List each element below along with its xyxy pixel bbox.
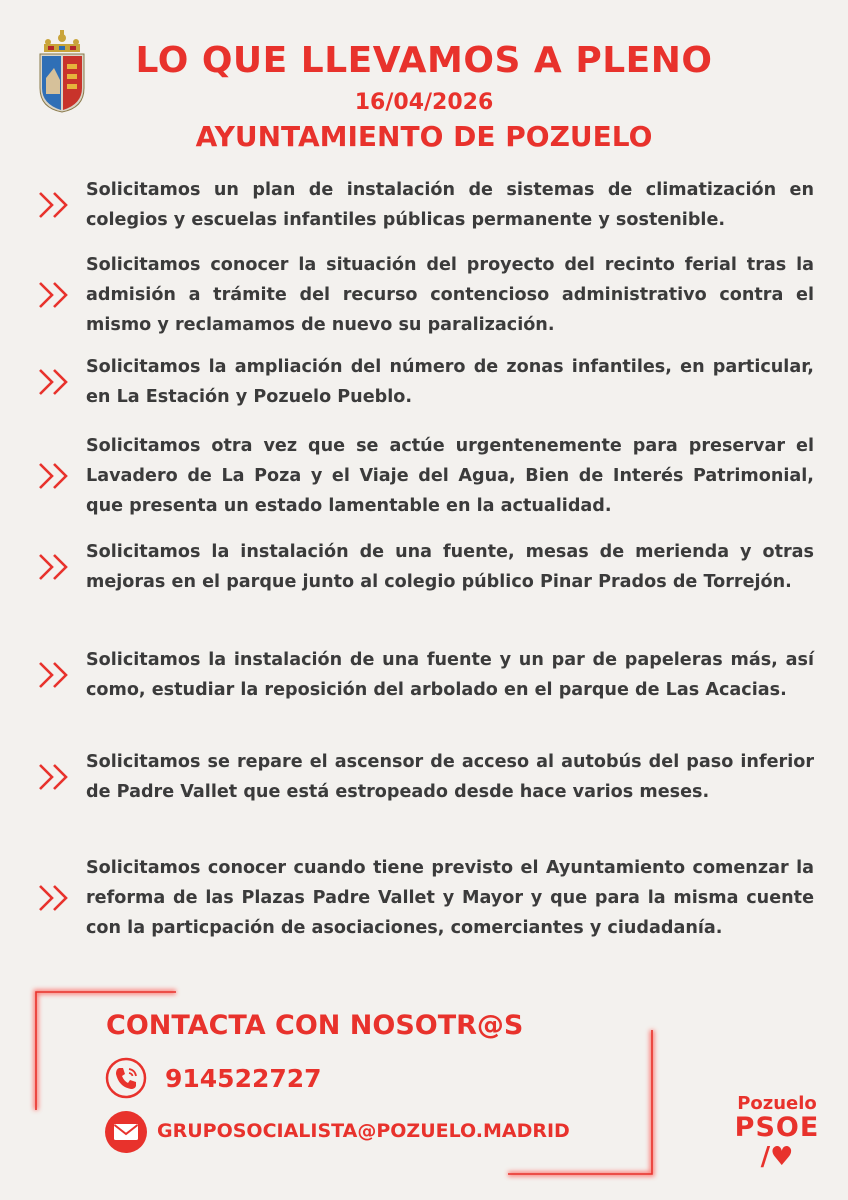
double-chevron-icon: [34, 458, 86, 494]
phone-number[interactable]: 914522727: [165, 1064, 322, 1093]
logo-mark: /♥: [760, 1142, 794, 1172]
list-item: [34, 250, 814, 340]
contact-title: CONTACTA CON NOSOTR@S: [106, 1010, 524, 1041]
date: 16/04/2026: [354, 90, 494, 115]
list-item: [34, 352, 814, 412]
envelope-icon: [104, 1110, 148, 1154]
psoe-logo: [732, 1094, 822, 1172]
list-item: [34, 747, 814, 807]
phone-icon: [104, 1056, 148, 1100]
item-text: Solicitamos la instalación de una fuente y un par de papeleras más, así como, estudiar la reposición del arbolado en el parque de Las Acacias.: [86, 650, 814, 700]
item-text: Solicitamos conocer cuando tiene previsto el Ayuntamiento comenzar la reforma de las Plazas Padre Vallet y Mayor y que para la misma cuente con la particpación de asociaciones, comerciantes y ciudadanía.: [86, 858, 814, 938]
double-chevron-icon: [34, 657, 86, 693]
email-address[interactable]: GRUPOSOCIALISTA@POZUELO.MADRID: [157, 1120, 570, 1142]
double-chevron-icon: [34, 759, 86, 795]
list-item: [34, 175, 814, 235]
page-title: LO QUE LLEVAMOS A PLENO: [135, 40, 713, 81]
double-chevron-icon: [34, 880, 86, 916]
double-chevron-icon: [34, 364, 86, 400]
double-chevron-icon: [34, 277, 86, 313]
list-item: [34, 853, 814, 943]
double-chevron-icon: [34, 549, 86, 585]
item-text: Solicitamos la instalación de una fuente, mesas de merienda y otras mejoras en el parque junto al colegio público Pinar Prados de Torrejón.: [86, 542, 814, 592]
double-chevron-icon: [34, 187, 86, 223]
item-text: Solicitamos conocer la situación del proyecto del recinto ferial tras la admisión a trámite del recurso contencioso administrativo contra el mismo y reclamamos de nuevo su paralización.: [86, 255, 814, 335]
page-subtitle: AYUNTAMIENTO DE POZUELO: [195, 120, 653, 153]
logo-city: Pozuelo: [737, 1093, 817, 1114]
list-item: [34, 645, 814, 705]
item-text: Solicitamos se repare el ascensor de acceso al autobús del paso inferior de Padre Vallet que está estropeado desde hace varios meses.: [86, 752, 814, 802]
list-item: [34, 431, 814, 521]
list-item: [34, 537, 814, 597]
item-text: Solicitamos otra vez que se actúe urgentenemente para preservar el Lavadero de La Poza y el Viaje del Agua, Bien de Interés Patrimonial, que presenta un estado lamentable en la actualidad.: [86, 436, 814, 516]
item-text: Solicitamos un plan de instalación de sistemas de climatización en colegios y escuelas infantiles públicas permanente y sostenible.: [86, 180, 814, 230]
item-text: Solicitamos la ampliación del número de zonas infantiles, en particular, en La Estación y Pozuelo Pueblo.: [86, 357, 814, 407]
logo-party: PSOE: [734, 1112, 820, 1143]
